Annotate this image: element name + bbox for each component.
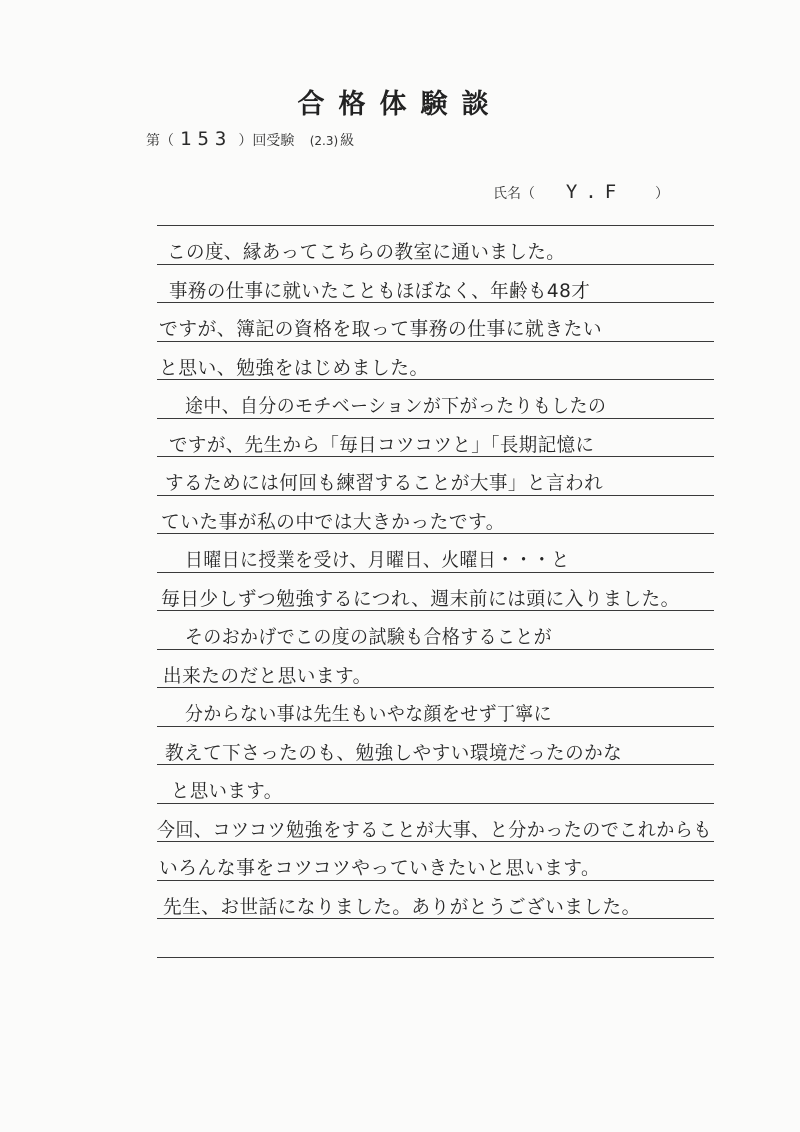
exam-number: 153 <box>180 128 233 150</box>
name-label: 氏名（ <box>493 186 535 202</box>
ruled-line <box>157 302 714 303</box>
ruled-line <box>157 264 714 265</box>
handwritten-line: 毎日少しずつ勉強するにつれ、週末前には頭に入りました。 <box>161 587 680 610</box>
exam-middle: ）回受験 <box>238 133 295 149</box>
handwritten-line: いろんな事をコツコツやっていきたいと思います。 <box>159 857 601 879</box>
name-close: ） <box>655 186 669 202</box>
ruled-line <box>157 225 714 226</box>
page-title: 合格体験談 <box>297 89 503 120</box>
ruled-line <box>157 726 714 727</box>
ruled-line <box>157 918 714 919</box>
ruled-line <box>157 495 714 496</box>
handwritten-line: ですが、先生から「毎日コツコツと」「長期記憶に <box>169 433 595 456</box>
handwritten-line: 教えて下さったのも、勉強しやすい環境だったのかな <box>165 741 623 764</box>
handwritten-line: ですが、簿記の資格を取って事務の仕事に就きたい <box>159 318 603 340</box>
exam-prefix: 第（ <box>146 133 174 149</box>
handwritten-line: 今回、コツコツ勉強をすることが大事、と分かったのでこれからも <box>157 818 712 841</box>
ruled-line <box>157 764 714 765</box>
ruled-line <box>157 841 714 842</box>
handwritten-line: 途中、自分のモチベーションが下がったりもしたの <box>185 395 607 417</box>
ruled-line <box>157 610 714 611</box>
handwritten-line: と思います。 <box>171 780 283 802</box>
ruled-line <box>157 572 714 573</box>
ruled-line <box>157 379 714 380</box>
name-field <box>493 181 669 203</box>
ruled-line <box>157 418 714 419</box>
handwritten-line: この度、縁あってこちらの教室に通いました。 <box>167 241 566 263</box>
handwritten-line: 事務の仕事に就いたこともほぼなく、年齢も48才 <box>169 279 591 302</box>
handwritten-line: ていた事が私の中では大きかったです。 <box>161 510 505 533</box>
ruled-line <box>157 687 714 688</box>
ruled-line <box>157 456 714 457</box>
exam-info <box>146 128 354 150</box>
ruled-line <box>157 803 714 804</box>
ruled-line <box>157 957 714 958</box>
ruled-line <box>157 880 714 881</box>
ruled-line <box>157 341 714 342</box>
testimonial-body <box>157 225 714 961</box>
handwritten-line: 日曜日に授業を受け、月曜日、火曜日・・・と <box>185 549 570 571</box>
handwritten-line: そのおかげでこの度の試験も合格することが <box>185 626 553 648</box>
exam-grade: (2.3) <box>309 134 339 148</box>
name-value: Y.F <box>565 181 625 203</box>
handwritten-line: 分からない事は先生もいやな顔をせず丁寧に <box>185 703 553 725</box>
handwritten-line: 先生、お世話になりました。ありがとうございました。 <box>163 895 641 918</box>
handwritten-line: するためには何回も練習することが大事」と言われ <box>165 472 604 494</box>
handwritten-line: 出来たのだと思います。 <box>163 664 372 687</box>
exam-suffix: 級 <box>340 133 355 149</box>
ruled-line <box>157 649 714 650</box>
handwritten-line: と思い、勉強をはじめました。 <box>159 356 429 379</box>
ruled-line <box>157 533 714 534</box>
